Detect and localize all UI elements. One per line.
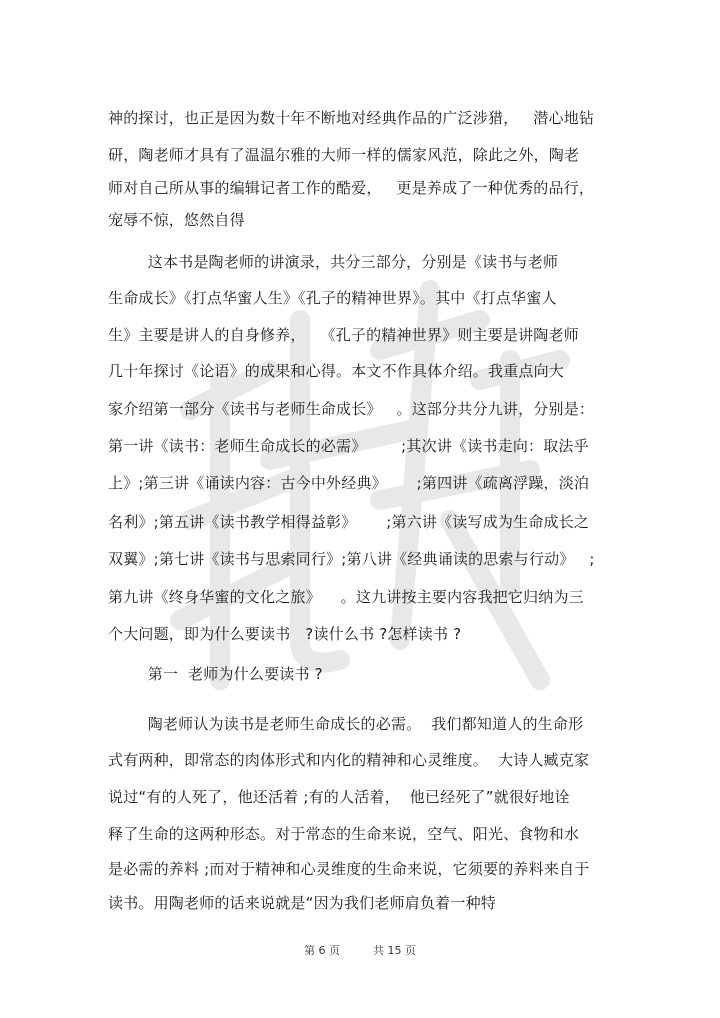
text-line: 说过“有的人死了，他还活着 ;有的人活着， 他已经死了”就很好地诠 (108, 788, 570, 806)
text-line: 生》主要是讲人的自身修养， 《孔子的精神世界》则主要是讲陶老师 (108, 326, 579, 344)
text-line: 读书。用陶老师的话来说就是“因为我们老师肩负着一种特 (108, 894, 496, 912)
text-line: 研，陶老师才具有了温温尔雅的大师一样的儒家风范，除此之外，陶老 (108, 146, 580, 164)
text-line: 几十年探讨《论语》的成果和心得。本文不作具体介绍。我重点向大 (108, 362, 565, 380)
text-line: 名利》;第五讲《读书教学相得益彰》 ;第六讲《读写成为生命成长之 (108, 513, 590, 531)
text-line: 这本书是陶老师的讲演录，共分三部分，分别是《读书与老师 (108, 253, 559, 271)
text-line: 宠辱不惊，悠然自得 (108, 211, 245, 229)
text-line: 上》;第三讲《诵读内容：古今中外经典》 ;第四讲《疏离浮躁，淡泊 (108, 474, 590, 492)
text-line: 家介绍第一部分《读书与老师生命成长》 。这部分共分九讲，分别是： (108, 400, 595, 418)
text-line: 个大问题，即为什么要读书 ?读什么书 ?怎样读书 ? (108, 625, 462, 643)
page-footer (0, 942, 720, 958)
text-line: 生命成长》《打点华蜜人生》《孔子的精神世界》。其中《打点华蜜人 (108, 289, 557, 307)
text-line: 陶老师认为读书是老师生命成长的必需。 我们都知道人的生命形 (108, 715, 584, 733)
text-line: 双翼》;第七讲《读书与思索同行》;第八讲《经典诵读的思索与行动》 ; (108, 550, 595, 568)
text-line: 释了生命的这两种形态。对于常态的生命来说，空气、阳光、食物和水 (108, 825, 580, 843)
text-line: 师对自己所从事的编辑记者工作的酷爱， 更是养成了一种优秀的品行， (108, 179, 595, 197)
page-total: 共 15 页 (373, 944, 416, 957)
text-line: 是必需的养料 ;而对于精神和心灵维度的生命来说，它须要的养料来自于 (108, 860, 590, 878)
text-line: 第一讲《读书：老师生命成长的必需》 ;其次讲《读书走向：取法乎 (108, 437, 589, 455)
text-line: 式有两种，即常态的肉体形式和内化的精神和心灵维度。 大诗人臧克家 (108, 751, 590, 769)
text-line: 第九讲《终身华蜜的文化之旅》 。这九讲按主要内容我把它归纳为三 (108, 588, 584, 606)
text-line: 神的探讨，也正是因为数十年不断地对经典作品的广泛涉猎， 潜心地钻 (108, 109, 595, 127)
section-heading: 第一 老师为什么要读书 ? (108, 665, 323, 683)
page-number: 第 6 页 (304, 944, 340, 957)
